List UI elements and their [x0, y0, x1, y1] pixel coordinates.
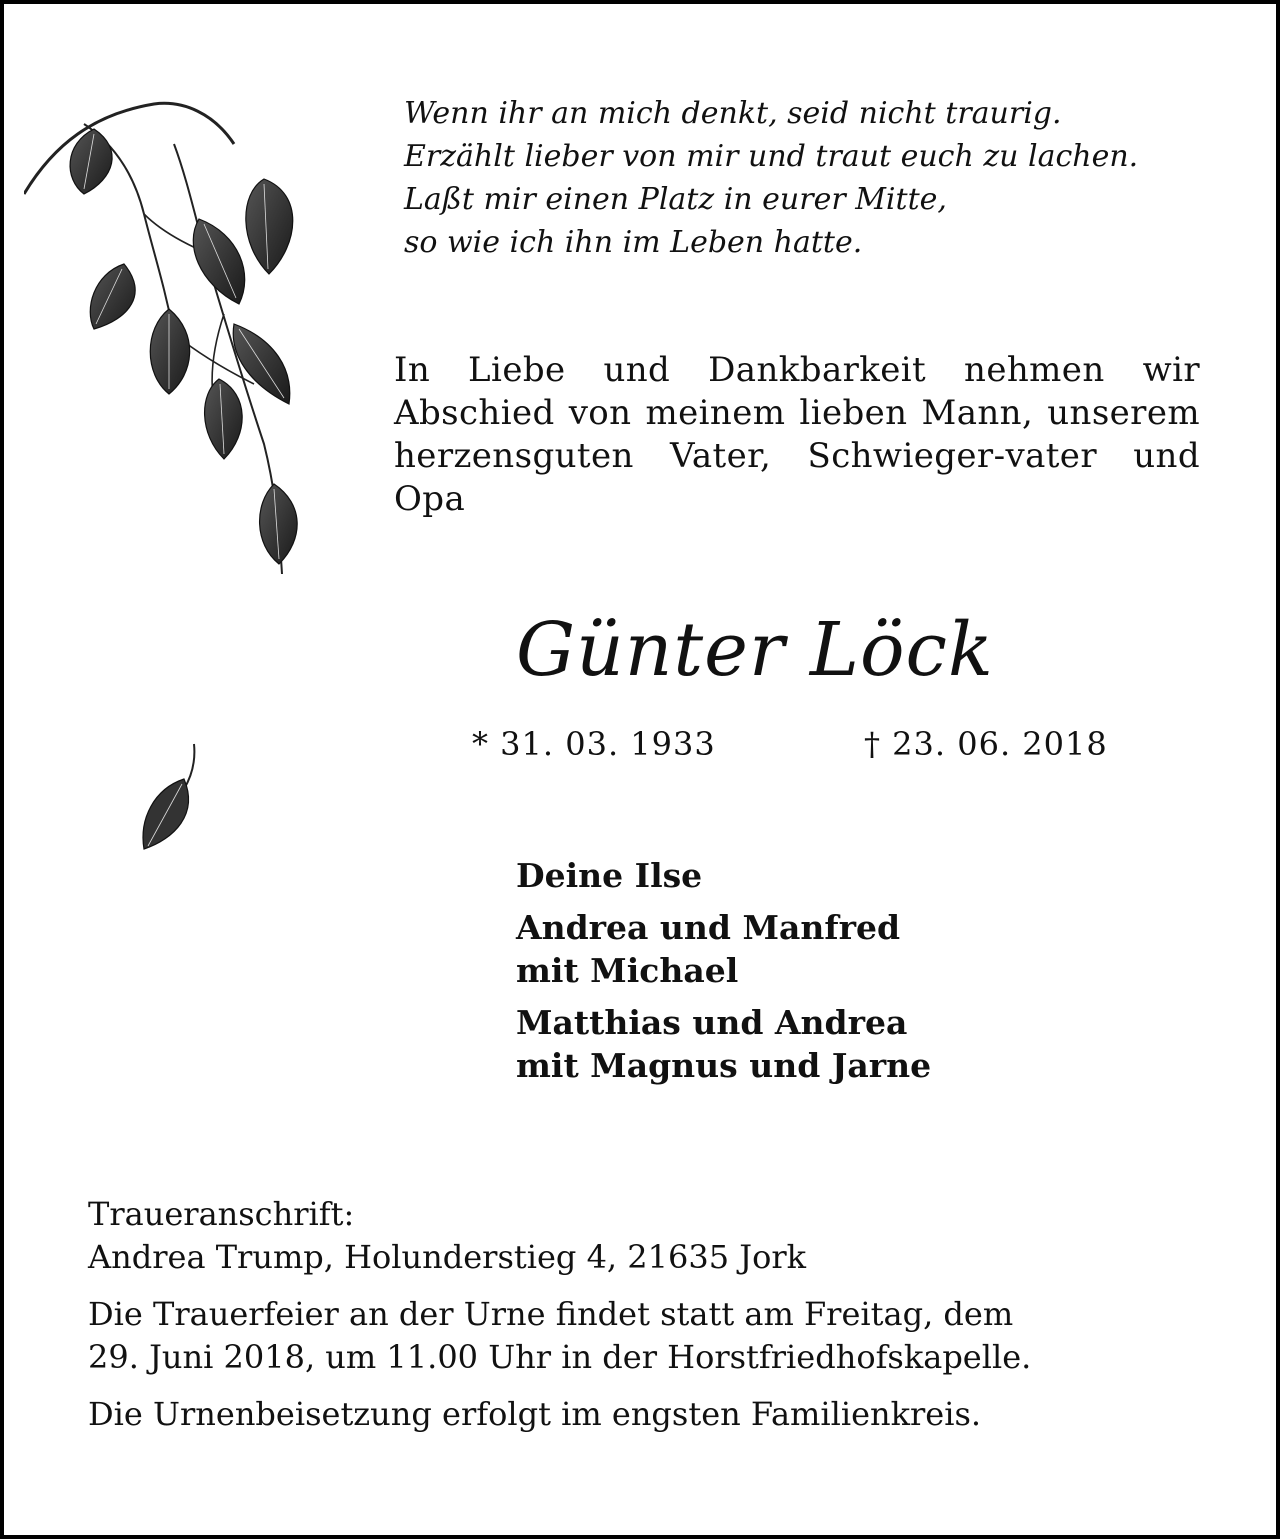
poem-line: Erzählt lieber von mir und traut euch zu lachen.: [404, 139, 1139, 174]
ceremony-line: Die Trauerfeier an der Urne findet statt am Freitag, dem: [88, 1295, 1014, 1333]
intro-text: In Liebe und Dankbarkeit nehmen wir Abschied von meinem lieben Mann, unserem herzensguten Vater, Schwieger-vater und Opa: [394, 350, 1200, 519]
family-line: mit Michael: [516, 951, 739, 990]
family-line: Matthias und Andrea: [516, 1003, 908, 1042]
poem: [404, 92, 1224, 264]
family-group: [516, 854, 1216, 897]
family-line: mit Magnus und Jarne: [516, 1046, 932, 1085]
ceremony-line: 29. Juni 2018, um 11.00 Uhr in der Horstfriedhofskapelle.: [88, 1338, 1032, 1376]
footer: [88, 1179, 1208, 1450]
address: Andrea Trump, Holunderstieg 4, 21635 Jork: [88, 1238, 807, 1276]
family-group: [516, 906, 1216, 992]
family-signatures: [516, 854, 1216, 1096]
poem-line: Laßt mir einen Platz in eurer Mitte,: [404, 182, 947, 217]
burial-line: Die Urnenbeisetzung erfolgt im engsten Familienkreis.: [88, 1395, 982, 1433]
family-group: [516, 1001, 1216, 1087]
falling-leaf-icon: [124, 734, 224, 864]
family-line: Deine Ilse: [516, 856, 703, 895]
poem-line: so wie ich ihn im Leben hatte.: [404, 225, 863, 260]
family-line: Andrea und Manfred: [516, 908, 901, 947]
address-label: Traueranschrift:: [88, 1195, 355, 1233]
poem-line: Wenn ihr an mich denkt, seid nicht traurig.: [404, 96, 1062, 131]
death-date: † 23. 06. 2018: [864, 725, 1108, 763]
birch-branch-icon: [24, 84, 344, 584]
birth-date: * 31. 03. 1933: [472, 725, 716, 763]
deceased-name: Günter Löck: [516, 607, 994, 693]
